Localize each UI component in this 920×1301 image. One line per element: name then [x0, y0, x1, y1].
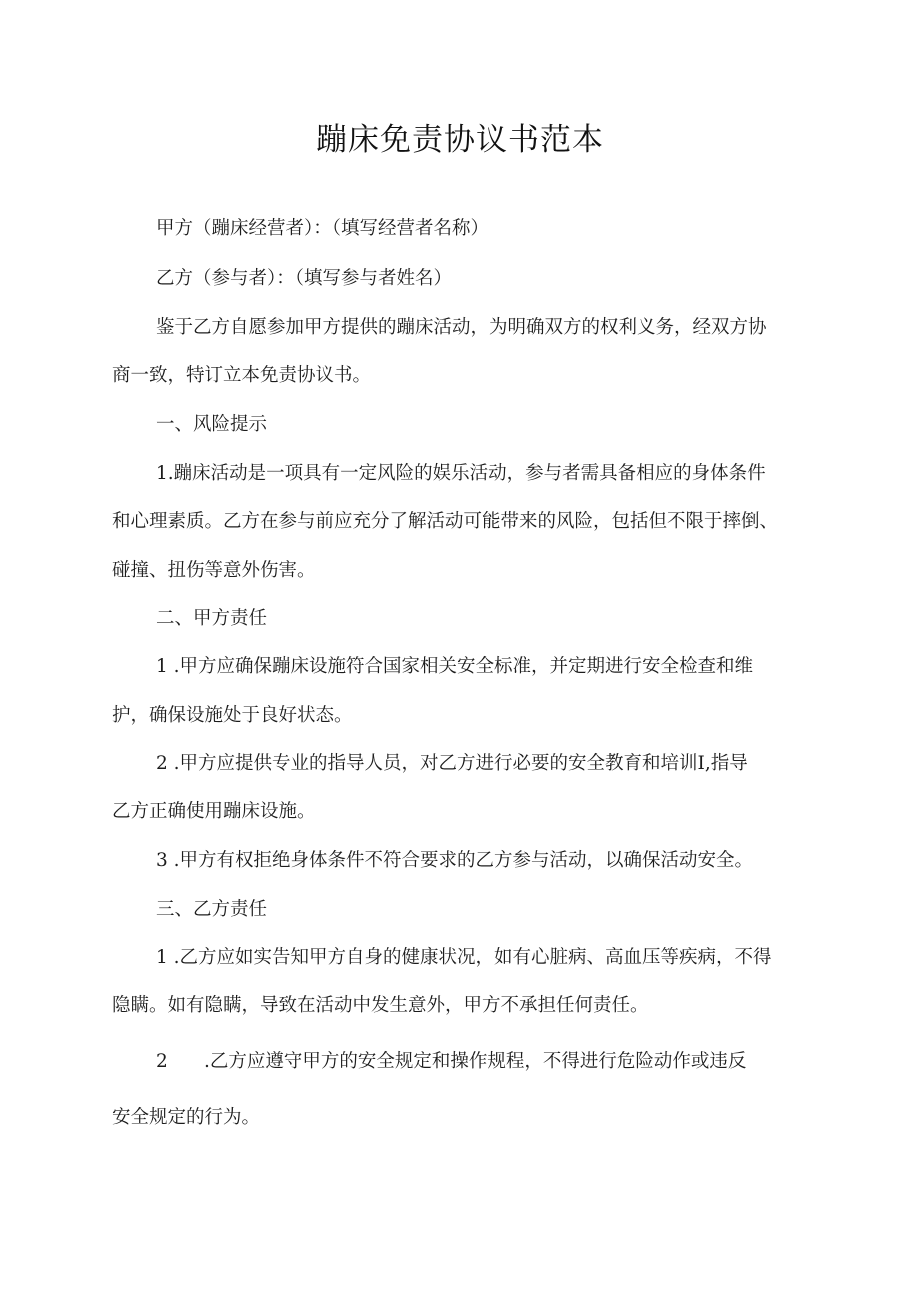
risk-item-1-line-2: 和心理素质。乙方在参与前应充分了解活动可能带来的风险，包括但不限于摔倒、: [112, 511, 779, 532]
party-a-item-2-line-1: 2 .甲方应提供专业的指导人员，对乙方进行必要的安全教育和培训I,指导: [156, 753, 748, 774]
preamble-line-1: 鉴于乙方自愿参加甲方提供的蹦床活动，为明确双方的权利义务，经双方协: [156, 317, 767, 338]
risk-item-1-line-3: 碰撞、扭伤等意外伤害。: [112, 560, 316, 581]
document-title: 蹦床免责协议书范本: [316, 122, 604, 158]
section-heading-party-b-duty: 三、乙方责任: [156, 899, 268, 920]
risk-item-1-line-1: 1.蹦床活动是一项具有一定风险的娱乐活动，参与者需具备相应的身体条件: [156, 463, 766, 484]
party-a-item-3-line-1: 3 .甲方有权拒绝身体条件不符合要求的乙方参与活动，以确保活动安全。: [156, 850, 754, 871]
party-b-item-1-line-1: 1 .乙方应如实告知甲方自身的健康状况，如有心脏病、高血压等疾病，不得: [156, 947, 772, 968]
party-b-item-2-text: .乙方应遵守甲方的安全规定和操作规程，不得进行危险动作或违反: [204, 1051, 747, 1072]
section-heading-risk: 一、风险提示: [156, 414, 268, 435]
party-b-item-2-number: 2: [156, 1051, 168, 1072]
party-b-line: 乙方（参与者）：（填写参与者姓名）: [156, 268, 453, 289]
party-a-item-2-line-2: 乙方正确使用蹦床设施。: [112, 801, 316, 822]
party-a-item-1-line-2: 护，确保设施处于良好状态。: [112, 705, 353, 726]
party-a-item-1-line-1: 1 .甲方应确保蹦床设施符合国家相关安全标准，并定期进行安全检查和维: [156, 656, 754, 677]
party-b-item-2-line-1: [156, 1047, 746, 1077]
party-b-item-2-line-2: 安全规定的行为。: [112, 1107, 261, 1128]
party-b-item-1-line-2: 隐瞒。如有隐瞒，导致在活动中发生意外，甲方不承担任何责任。: [112, 995, 649, 1016]
section-heading-party-a-duty: 二、甲方责任: [156, 608, 268, 629]
party-a-line: 甲方（蹦床经营者）：（填写经营者名称）: [156, 218, 490, 239]
preamble-line-2: 商一致，特订立本免责协议书。: [112, 365, 372, 386]
